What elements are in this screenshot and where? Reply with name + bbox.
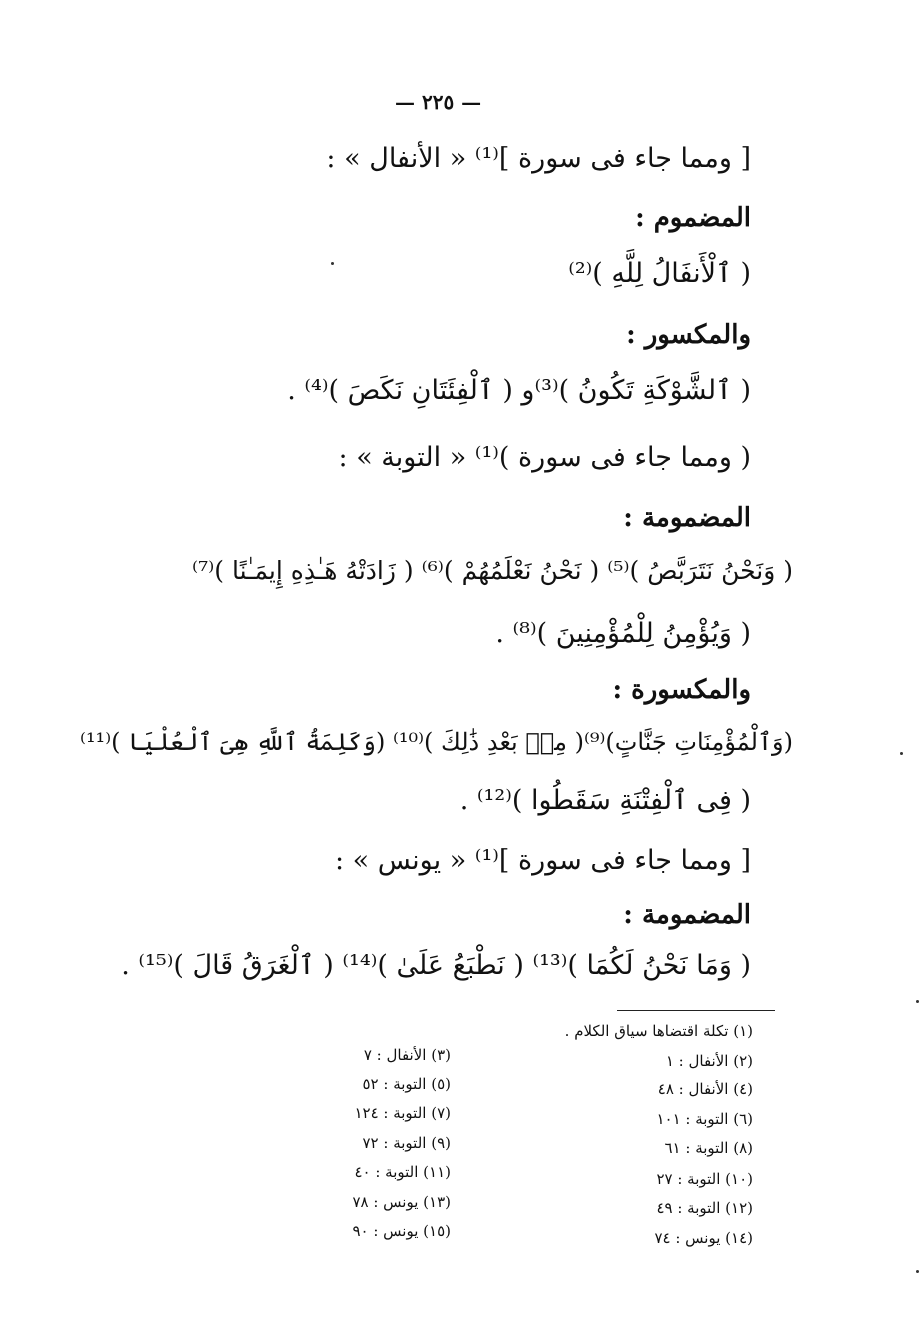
footnote-separator bbox=[617, 1010, 775, 1011]
yunus-mazmuma-line: ( وَمَا نَحْنُ لَكُمَا )⁽¹³⁾ ( نَطْبَعُ عَلَىٰ )⁽¹⁴⁾ ( ٱلْغَرَقُ قَالَ )⁽¹⁵⁾ . bbox=[121, 950, 751, 981]
tawba-mazmuma-line-2: ( وَيُؤْمِنُ لِلْمُؤْمِنِينَ )⁽⁸⁾ . bbox=[495, 618, 751, 649]
tawba-mazmuma-line-1: ( وَنَحْنُ نَتَرَبَّصُ )⁽⁵⁾ ( نَحْنُ نَعْلَمُهُمْ )⁽⁶⁾ ( زَادَتْهُ هَـٰذِهِ إِيمَـٰنًا )⁽⁷⁾ bbox=[191, 556, 793, 585]
footnote-14: (١٤) يونس : ٧٤ bbox=[654, 1229, 753, 1247]
footnote-3: (٣) الأنفال : ٧ bbox=[363, 1046, 451, 1064]
footnote-10: (١٠) التوبة : ٢٧ bbox=[656, 1170, 753, 1188]
tawba-maksura-heading: والمكسورة : bbox=[612, 675, 751, 705]
footnote-5: (٥) التوبة : ٥٢ bbox=[362, 1075, 451, 1093]
anfal-mazmum-line: ( ٱلْأَنفَالُ لِلَّهِ )⁽²⁾ bbox=[568, 258, 751, 289]
scan-speck bbox=[916, 1000, 919, 1003]
footnote-2: (٢) الأنفال : ١ bbox=[665, 1052, 753, 1070]
footnote-8: (٨) التوبة : ٦١ bbox=[664, 1139, 753, 1157]
anfal-maksur-heading: والمكسور : bbox=[626, 320, 751, 350]
footnote-6: (٦) التوبة : ١٠١ bbox=[656, 1110, 753, 1128]
scan-speck bbox=[916, 1270, 919, 1273]
tawba-maksura-line-1: (وَٱلْمُؤْمِنَاتِ جَنَّاتٍ)⁽⁹⁾( مِنۢ بَعْدِ ذَٰلِكَ )⁽¹⁰⁾ (وَكَلِمَةُ ٱللَّهِ هِىَ ٱلْعُلْيَا )⁽¹¹⁾ bbox=[80, 728, 793, 756]
footnote-12: (١٢) التوبة : ٤٩ bbox=[656, 1199, 753, 1217]
footnote-11: (١١) التوبة : ٤٠ bbox=[354, 1163, 451, 1181]
page-number: — ٢٢٥ — bbox=[395, 90, 482, 114]
footnote-9: (٩) التوبة : ٧٢ bbox=[362, 1134, 451, 1152]
anfal-intro: [ ومما جاء فى سورة ]⁽¹⁾ « الأنفال » : bbox=[326, 143, 751, 174]
footnote-1: (١) تكلة اقتضاها سياق الكلام . bbox=[564, 1022, 753, 1040]
footnote-13: (١٣) يونس : ٧٨ bbox=[352, 1193, 451, 1211]
footnote-15: (١٥) يونس : ٩٠ bbox=[352, 1222, 451, 1240]
scan-speck bbox=[331, 262, 334, 265]
anfal-maksur-line: ( ٱلشَّوْكَةِ تَكُونُ )⁽³⁾و ( ٱلْفِئَتَانِ نَكَصَ )⁽⁴⁾ . bbox=[287, 375, 751, 406]
footnote-7: (٧) التوبة : ١٢٤ bbox=[354, 1104, 451, 1122]
scan-speck bbox=[900, 752, 903, 755]
tawba-intro: ( ومما جاء فى سورة )⁽¹⁾ « التوبة » : bbox=[338, 442, 751, 473]
yunus-mazmuma-heading: المضمومة : bbox=[623, 900, 751, 930]
footnote-4: (٤) الأنفال : ٤٨ bbox=[657, 1080, 753, 1098]
yunus-intro: [ ومما جاء فى سورة ]⁽¹⁾ « يونس » : bbox=[334, 845, 751, 876]
tawba-mazmuma-heading: المضمومة : bbox=[623, 503, 751, 533]
anfal-mazmum-heading: المضموم : bbox=[635, 203, 751, 233]
tawba-maksura-line-2: ( فِى ٱلْفِتْنَةِ سَقَطُوا )⁽¹²⁾ . bbox=[459, 785, 751, 816]
